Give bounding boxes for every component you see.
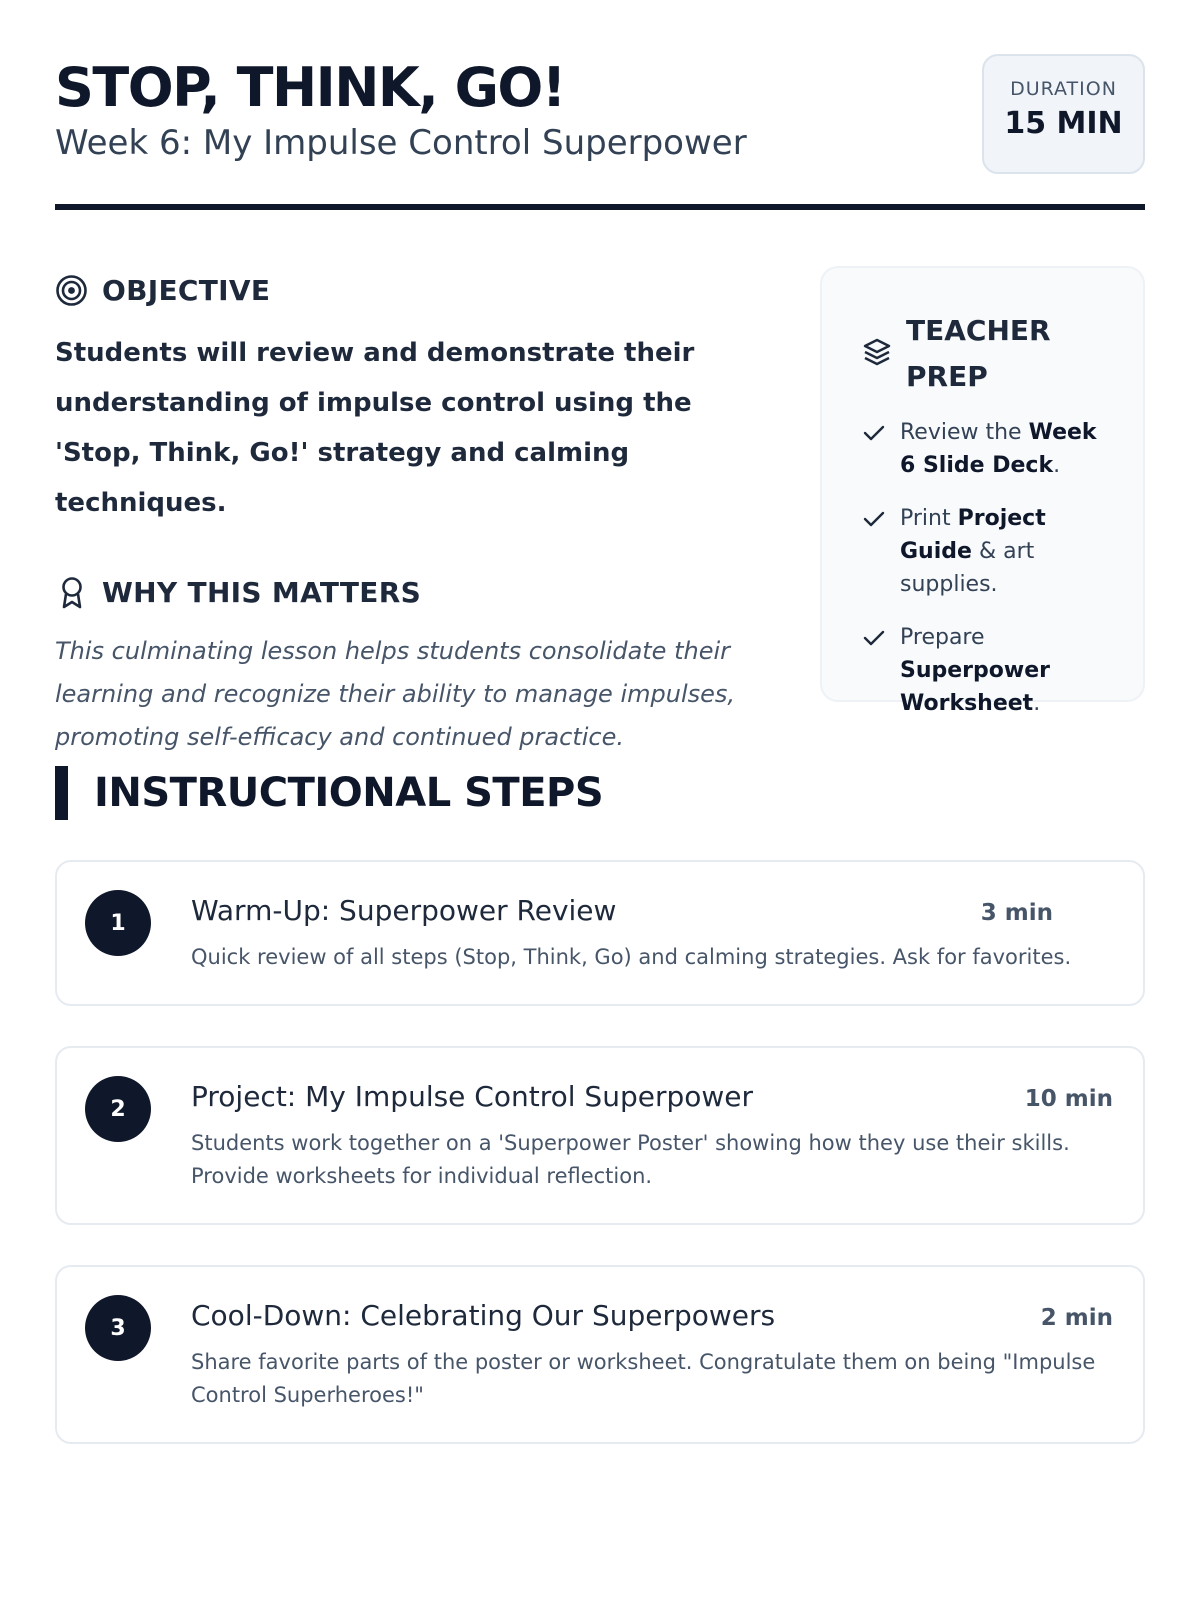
check-icon: [862, 416, 886, 449]
overview-section: [55, 266, 1145, 766]
steps-list: [55, 860, 1145, 1444]
award-ribbon-icon: [55, 576, 88, 609]
teacher-prep-list: [862, 416, 1119, 720]
objective-text: Students will review and demonstrate their understanding of impulse control using the 'Stop, Think, Go!' strategy and calming techniques.: [55, 338, 695, 518]
step-number: 3: [85, 1295, 151, 1361]
duration-label: DURATION: [1010, 78, 1117, 100]
heading-accent-bar: [55, 766, 68, 820]
teacher-prep-heading: [862, 308, 1119, 400]
why-heading: [55, 568, 775, 616]
objective-title: OBJECTIVE: [102, 273, 271, 307]
step-card: [55, 860, 1145, 1006]
step-description: Share favorite parts of the poster or worksheet. Congratulate them on being "Impulse Control Superheroes!": [191, 1350, 1096, 1407]
step-number: 1: [85, 890, 151, 956]
step-header: [191, 1080, 1113, 1113]
instructional-steps-heading: [55, 766, 1145, 820]
prep-item: [862, 502, 1119, 601]
instructional-steps-title: INSTRUCTIONAL STEPS: [94, 770, 604, 816]
step-description: Students work together on a 'Superpower Poster' showing how they use their skills. Provide worksheets for individual reflection.: [191, 1131, 1070, 1188]
page-subtitle: Week 6: My Impulse Control Superpower: [55, 123, 747, 163]
objective-heading: [55, 266, 775, 314]
prep-item: [862, 416, 1119, 482]
prep-item-text: Prepare Superpower Worksheet.: [900, 625, 1050, 716]
step-number: 2: [85, 1076, 151, 1142]
layers-icon: [862, 337, 892, 372]
step-card: [55, 1046, 1145, 1225]
why-text: This culminating lesson helps students consolidate their learning and recognize their ability to manage impulses, promoting self-efficacy and continued practice.: [55, 637, 736, 751]
step-header: [191, 894, 1113, 927]
step-card: [55, 1265, 1145, 1444]
step-time: 10 min: [1024, 1086, 1113, 1112]
prep-item: [862, 621, 1119, 720]
header: [55, 54, 1145, 204]
prep-item-text: Review the Week 6 Slide Deck.: [900, 420, 1097, 478]
objective-column: [55, 266, 775, 759]
prep-item-text: Print Project Guide & art supplies.: [900, 506, 1046, 597]
page-title: STOP, THINK, GO!: [55, 56, 565, 119]
teacher-prep-title: TEACHER PREP: [906, 314, 1051, 393]
step-description: Quick review of all steps (Stop, Think, Go) and calming strategies. Ask for favorites.: [191, 945, 1072, 969]
header-divider: [55, 204, 1145, 210]
step-time: 3 min: [980, 900, 1053, 926]
step-title: Warm-Up: Superpower Review: [191, 894, 617, 927]
why-title: WHY THIS MATTERS: [102, 575, 422, 609]
step-time: 2 min: [1040, 1305, 1113, 1331]
check-icon: [862, 502, 886, 535]
teacher-prep-card: [820, 266, 1145, 716]
duration-value: 15 MIN: [1004, 106, 1123, 141]
check-icon: [862, 621, 886, 654]
duration-badge: [982, 54, 1145, 174]
step-title: Cool-Down: Celebrating Our Superpowers: [191, 1299, 776, 1332]
target-icon: [55, 274, 88, 307]
step-title: Project: My Impulse Control Superpower: [191, 1080, 753, 1113]
step-header: [191, 1299, 1113, 1332]
